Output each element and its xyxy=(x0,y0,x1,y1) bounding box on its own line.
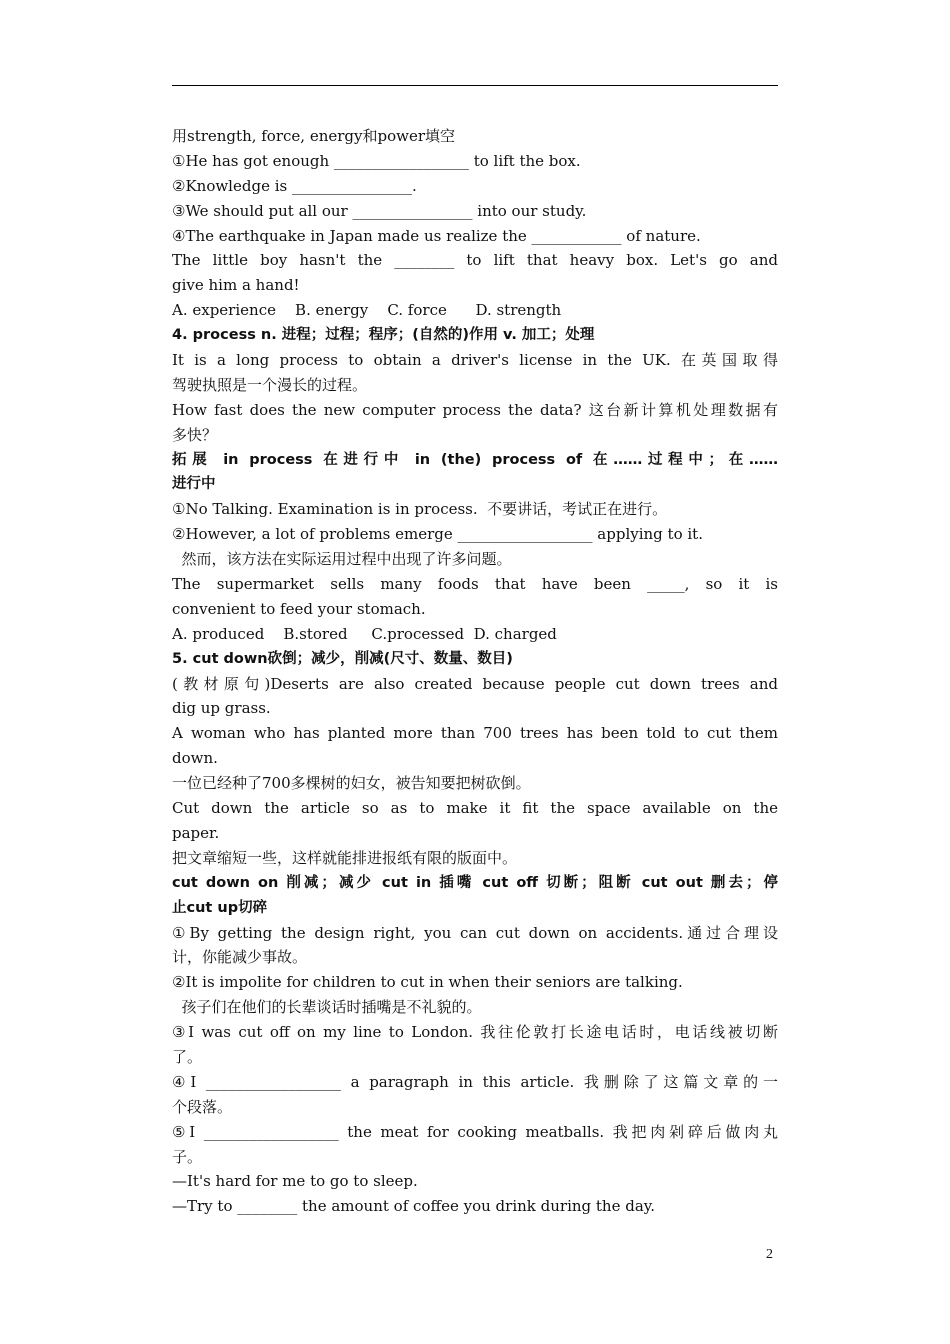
text-line: 进行中 xyxy=(172,476,216,493)
text-line: 驾驶执照是一个漫长的过程。 xyxy=(172,375,368,394)
text-line: 止cut up切碎 xyxy=(172,899,268,916)
text-line: convenient to feed your stomach. xyxy=(172,599,426,618)
text-line: 多快？ xyxy=(172,425,218,444)
text-line: ②However, a lot of problems emerge __________________ applying to it. xyxy=(172,525,703,544)
text-line: ③We should put all our ________________ into our study. xyxy=(172,201,587,220)
text-line: cut down on 削减；减少 cut in 插嘴 cut off 切断；阻断 cut out 删去；停 xyxy=(172,874,778,891)
text-line: 用strength, force, energy和power填空 xyxy=(172,127,456,145)
text-line: 了。 xyxy=(172,1047,203,1066)
text-line: —It's hard for me to go to sleep. xyxy=(172,1172,418,1191)
header-rule xyxy=(172,85,778,86)
text-line: A woman who has planted more than 700 trees has been told to cut them xyxy=(172,724,778,743)
text-line: ②It is impolite for children to cut in when their seniors are talking. xyxy=(172,973,683,992)
text-line: ①He has got enough __________________ to lift the box. xyxy=(172,151,581,170)
text-line: ④The earthquake in Japan made us realize the ____________ of nature. xyxy=(172,226,701,245)
text-line: How fast does the new computer process the data? 这台新计算机处理数据有 xyxy=(172,400,778,419)
text-line: (教材原句)Deserts are also created because people cut down trees and xyxy=(172,674,778,693)
text-line: 一位已经种了700多棵树的妇女，被告知要把树砍倒。 xyxy=(172,774,531,793)
text-line: The supermarket sells many foods that have been _____, so it is xyxy=(172,575,778,594)
text-line: It is a long process to obtain a driver's license in the UK. 在英国取得 xyxy=(172,351,778,370)
text-line: paper. xyxy=(172,823,220,842)
text-line: ⑤I __________________ the meat for cooking meatballs. 我把肉剁碎后做肉丸 xyxy=(172,1122,778,1141)
text-line: 5. cut down砍倒；减少，削减(尺寸、数量、数目) xyxy=(172,650,513,667)
text-line: 子。 xyxy=(172,1147,203,1166)
text-line: Cut down the article so as to make it fit the space available on the xyxy=(172,799,778,818)
text-line: 个段落。 xyxy=(172,1097,233,1116)
text-line: The little boy hasn't the ________ to lift that heavy box. Let's go and xyxy=(172,251,778,270)
text-line: 计，你能减少事故。 xyxy=(172,948,308,967)
text-line: 然而，该方法在实际运用过程中出现了许多问题。 xyxy=(172,550,512,569)
text-line: 4. process n. 进程；过程；程序；(自然的)作用 v. 加工；处理 xyxy=(172,327,595,344)
text-line: 把文章缩短一些，这样就能排进报纸有限的版面中。 xyxy=(172,848,518,867)
text-line: ①By getting the design right, you can cut down on accidents.通过合理设 xyxy=(172,923,778,942)
text-line: dig up grass. xyxy=(172,699,271,718)
text-line: ③I was cut off on my line to London. 我往伦敦打长途电话时，电话线被切断 xyxy=(172,1023,778,1042)
text-line: 拓展 in process 在进行中 in (the) process of 在……过程中；在…… xyxy=(172,451,778,468)
document-body xyxy=(172,124,778,1219)
text-line: ①No Talking. Examination is in process. 不要讲话，考试正在进行。 xyxy=(172,500,668,519)
page-number: 2 xyxy=(766,1247,773,1262)
text-line: A. produced B.stored C.processed D. charged xyxy=(172,624,557,643)
text-line: ②Knowledge is ________________. xyxy=(172,176,417,195)
text-line: give him a hand! xyxy=(172,276,300,295)
text-line: 孩子们在他们的长辈谈话时插嘴是不礼貌的。 xyxy=(172,998,482,1017)
text-line: down. xyxy=(172,749,218,768)
text-line: ④I __________________ a paragraph in this article. 我删除了这篇文章的一 xyxy=(172,1072,778,1091)
text-line: A. experience B. energy C. force D. strength xyxy=(172,301,562,320)
text-line: —Try to ________ the amount of coffee you drink during the day. xyxy=(172,1197,656,1216)
